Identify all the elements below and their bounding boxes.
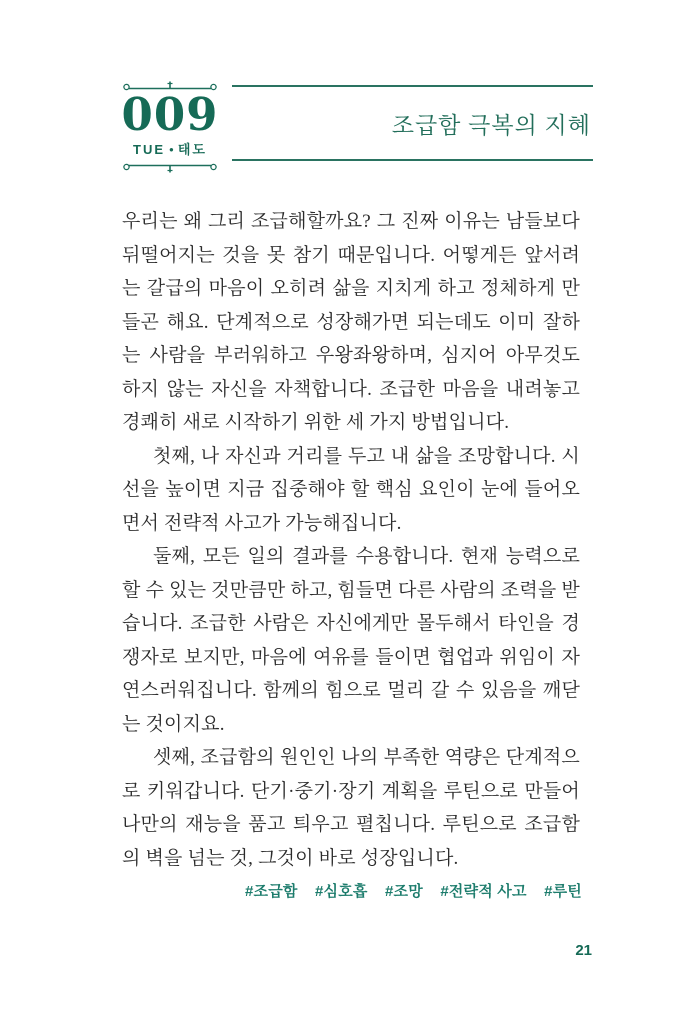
entry-number: 009 [121,88,219,141]
day-category-label [121,139,219,158]
hashtag: #심호흡 [315,883,368,900]
page-title: 조급함 극복의 지혜 [391,112,591,138]
entry-badge [121,79,219,175]
hashtag-list [245,880,582,901]
ornament-bottom-icon [121,162,219,175]
hashtag: #조급함 [245,883,298,900]
separator-dot-icon: ● [169,145,174,154]
page-number: 21 [575,942,592,959]
body-text [122,205,580,875]
category-label: 태도 [177,142,207,157]
paragraph: 우리는 왜 그리 조급해할까요? 그 진짜 이유는 남들보다 뒤떨어지는 것을 못 참기 때문입니다. 어떻게든 앞서려는 갈급의 마음이 오히려 삶을 지치게 하고 정체하게 만들곤 해요. 단계적으로 성장해가면 되는데도 이미 잘하는 사람을 부러워하고 우왕좌왕하며, 심지어 아무것도 하지 않는 자신을 자책합니다. 조급한 마음을 내려놓고 경쾌히 새로 시작하기 위한 세 가지 방법입니다. [122,211,580,433]
weekday-label: TUE [133,142,166,157]
hashtag: #전략적 사고 [440,883,527,900]
hashtag: #루틴 [544,883,582,900]
paragraph: 둘째, 모든 일의 결과를 수용합니다. 현재 능력으로 할 수 있는 것만큼만 하고, 힘들면 다른 사람의 조력을 받습니다. 조급한 사람은 자신에게만 몰두해서 타인을 경쟁자로 보지만, 마음에 여유를 들이면 협업과 위임이 자연스러워집니다. 함께의 힘으로 멀리 갈 수 있음을 깨닫는 것이지요. [122,546,580,735]
hashtag: #조망 [385,883,423,900]
paragraph: 첫째, 나 자신과 거리를 두고 내 삶을 조망합니다. 시선을 높이면 지금 집중해야 할 핵심 요인이 눈에 들어오면서 전략적 사고가 가능해집니다. [122,445,580,534]
paragraph: 셋째, 조급함의 원인인 나의 부족한 역량은 단계적으로 키워갑니다. 단기·중기·장기 계획을 루틴으로 만들어 나만의 재능을 품고 틔우고 펼칩니다. 루틴으로 조급함의 벽을 넘는 것, 그것이 바로 성장입니다. [122,747,580,869]
title-block [232,85,593,161]
